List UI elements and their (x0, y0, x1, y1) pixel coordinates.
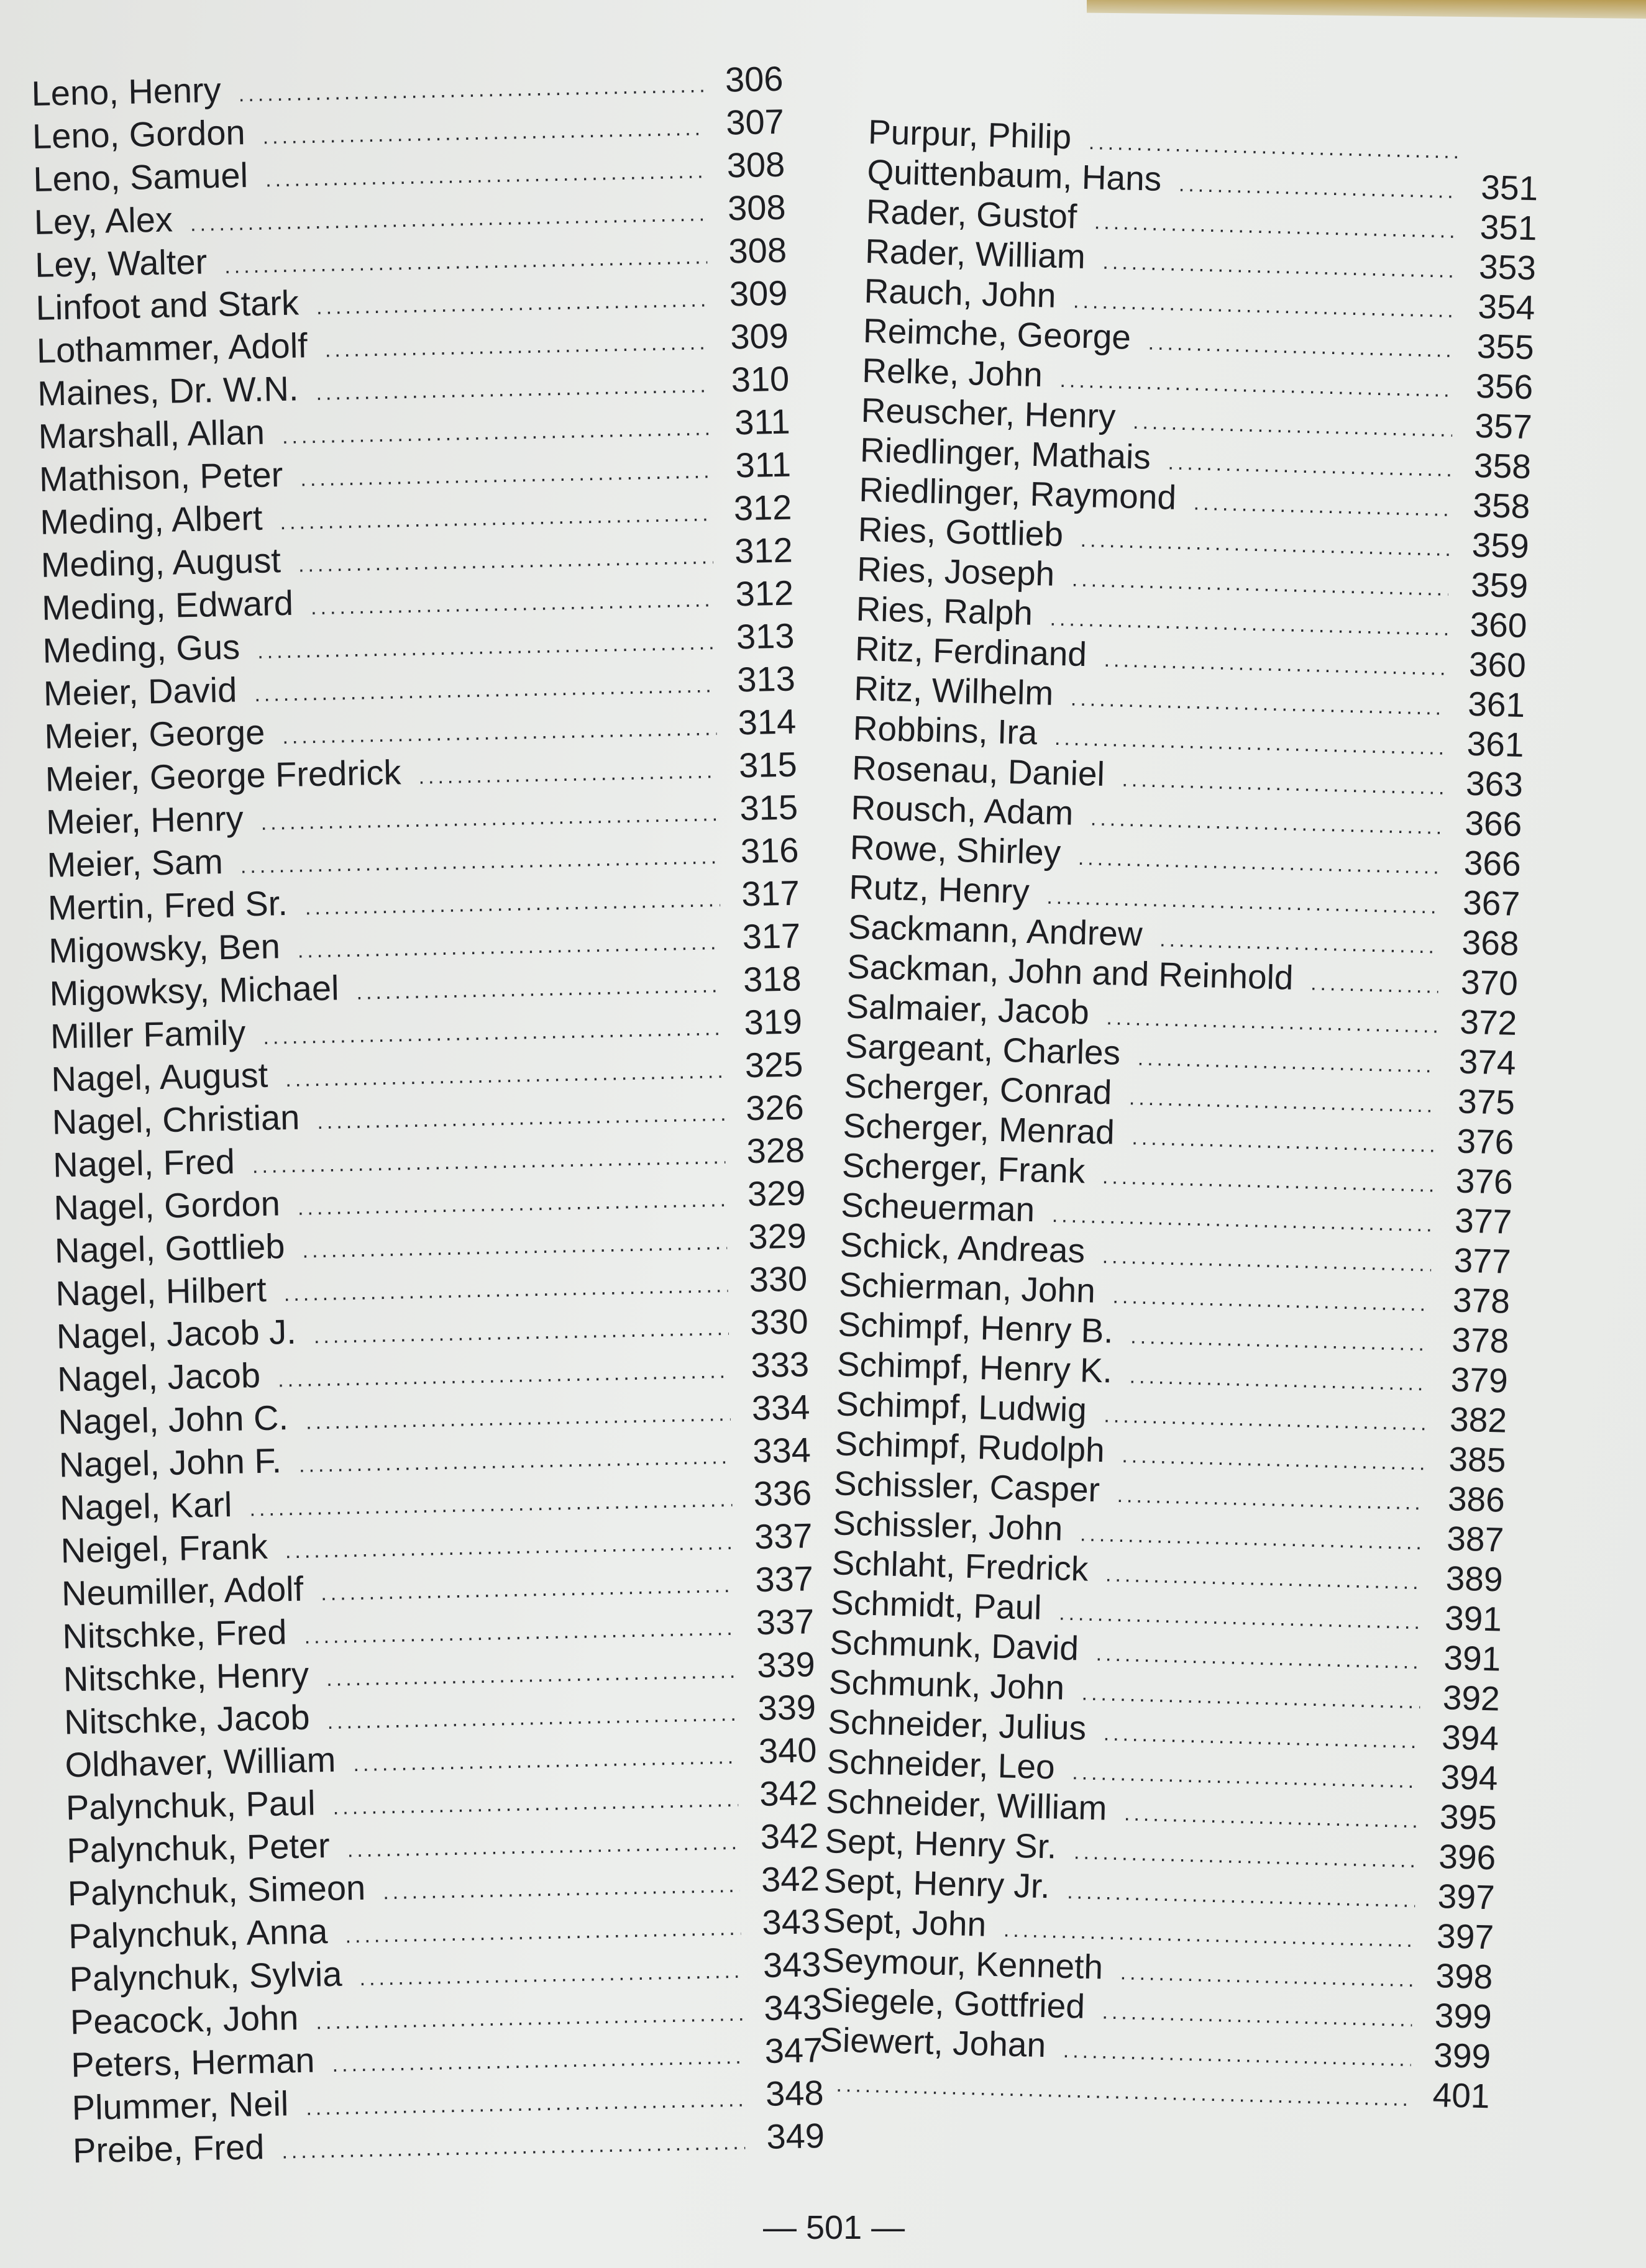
entry-page-number: 329 (747, 1173, 807, 1214)
entry-name: Migowsky, Ben (48, 926, 281, 970)
dot-leader (1137, 1046, 1437, 1078)
entry-name: Schimpf, Henry B. (837, 1305, 1114, 1350)
dot-leader (265, 159, 706, 192)
dot-leader (418, 759, 718, 790)
entry-page-number: 313 (736, 658, 796, 699)
entry-page-number: 337 (754, 1516, 813, 1557)
entry-name: Linfoot and Stark (35, 283, 299, 327)
entry-name: Siegele, Gottfried (820, 1980, 1086, 2026)
entry-page-number: 392 (1442, 1678, 1501, 1718)
entry-name: Meier, Henry (45, 798, 244, 842)
entry-name: Peacock, John (70, 1998, 299, 2042)
entry-name: Schierman, John (838, 1265, 1096, 1310)
entry-name: Ries, Joseph (856, 549, 1056, 593)
entry-page-number: 391 (1444, 1598, 1502, 1639)
entry-name: Oldhaver, William (65, 1739, 336, 1785)
entry-page-number: 343 (761, 1901, 821, 1942)
entry-name: Meding, Gus (42, 627, 240, 670)
dot-leader (353, 1745, 738, 1777)
dot-leader (298, 1188, 726, 1221)
entry-name: Schissler, Casper (833, 1464, 1100, 1510)
entry-name: Riedlinger, Mathais (859, 430, 1151, 476)
dot-leader (306, 2088, 744, 2121)
entry-name: Robbins, Ira (853, 708, 1038, 752)
entry-page-number: 366 (1463, 843, 1522, 883)
dot-leader (321, 1573, 734, 1606)
entry-page-number: 379 (1450, 1360, 1509, 1400)
dot-leader (356, 973, 722, 1005)
entry-name: Schlaht, Fredrick (831, 1543, 1089, 1588)
dot-leader (302, 1231, 727, 1264)
dot-leader (252, 1145, 726, 1178)
dot-leader (254, 673, 716, 707)
entry-name: Reuscher, Henry (861, 390, 1117, 436)
dot-leader (332, 1788, 738, 1820)
dot-leader (1179, 173, 1459, 204)
entry-name: Ritz, Ferdinand (854, 629, 1087, 674)
entry-page-number: 333 (750, 1344, 810, 1385)
entry-page-number: 353 (1478, 247, 1537, 288)
entry-name: Schmidt, Paul (830, 1583, 1043, 1627)
entry-name: Palynchuk, Peter (66, 1825, 331, 1870)
entry-page-number: 357 (1474, 406, 1533, 447)
entry-name: Meding, Albert (39, 498, 263, 542)
dot-leader (285, 1059, 724, 1092)
entry-name: Sept, John (822, 1901, 987, 1944)
entry-name: Seymour, Kenneth (821, 1941, 1104, 1987)
entry-page-number: 401 (1432, 2075, 1491, 2116)
entry-page-number: 394 (1440, 1757, 1499, 1798)
entry-name: Rousch, Adam (850, 788, 1074, 832)
entry-page-number: 318 (743, 959, 802, 1000)
entry-name: Nagel, Gordon (53, 1183, 281, 1227)
dot-leader (306, 1402, 731, 1435)
entry-name: Rauch, John (863, 271, 1057, 315)
dot-leader (1193, 491, 1450, 521)
entry-name: Miller Family (50, 1013, 246, 1056)
page-edge (1087, 0, 1646, 19)
entry-page-number: 374 (1458, 1042, 1517, 1082)
dot-leader (1102, 2000, 1412, 2032)
entry-name: Ley, Walter (34, 242, 208, 285)
entry-page-number: 347 (764, 2030, 823, 2070)
entry-name: Nagel, John F. (58, 1441, 282, 1485)
entry-name: Preibe, Fred (72, 2127, 265, 2170)
entry-page-number: 342 (761, 1859, 820, 1899)
entry-page-number: 372 (1459, 1002, 1517, 1042)
entry-name: Scherger, Conrad (843, 1066, 1113, 1112)
entry-page-number: 391 (1443, 1638, 1502, 1678)
entry-page-number: 342 (760, 1816, 819, 1857)
entry-page-number: 385 (1448, 1439, 1507, 1480)
dot-leader (1120, 1961, 1413, 1992)
dot-leader (1124, 1801, 1417, 1833)
entry-name: Migowksy, Michael (49, 968, 340, 1013)
entry-name: Purpur, Philip (867, 112, 1072, 157)
entry-page-number: 328 (746, 1130, 805, 1171)
entry-page-number: 326 (745, 1087, 805, 1128)
entry-page-number: 312 (733, 487, 792, 528)
entry-page-number: 308 (726, 144, 785, 185)
dot-leader (282, 416, 711, 449)
dot-leader (280, 502, 713, 535)
index-column-right (818, 112, 1565, 2116)
entry-page-number: 317 (742, 916, 801, 957)
entry-page-number: 351 (1479, 207, 1538, 248)
entry-page-number: 329 (748, 1216, 807, 1257)
dot-leader (316, 373, 710, 406)
entry-page-number: 343 (763, 1987, 823, 2028)
entry-name: Nagel, Fred (52, 1141, 235, 1185)
dot-leader (1310, 971, 1438, 998)
entry-name: Nagel, Hilbert (55, 1269, 267, 1313)
entry-name: Riedlinger, Raymond (858, 470, 1177, 517)
entry-page-number: 311 (734, 401, 791, 442)
entry-name: Palynchuk, Sylvia (68, 1954, 343, 1999)
entry-page-number: 308 (727, 187, 787, 228)
entry-name: Schimpf, Ludwig (835, 1384, 1087, 1429)
entry-name: Leno, Henry (31, 70, 222, 113)
dot-leader (305, 888, 721, 920)
entry-name: Sept, Henry Jr. (823, 1861, 1051, 1906)
entry-name: Rader, William (864, 231, 1086, 276)
entry-page-number: 317 (741, 873, 800, 914)
entry-page-number: 311 (734, 444, 792, 485)
dot-leader (332, 2045, 744, 2077)
entry-page-number: 397 (1436, 1916, 1494, 1957)
entry-name: Nagel, Jacob (57, 1355, 261, 1399)
entry-page-number: 310 (731, 358, 790, 399)
dot-leader (317, 1102, 725, 1134)
dot-leader (1132, 1126, 1435, 1157)
entry-name: Lothammer, Adolf (36, 326, 308, 370)
entry-page-number: 359 (1471, 525, 1530, 566)
index-column-left (31, 58, 825, 2173)
entry-name: Relke, John (861, 350, 1043, 394)
entry-name: Mathison, Peter (39, 455, 283, 499)
entry-name: Meier, George (43, 712, 265, 756)
entry-name: Schneider, William (825, 1782, 1108, 1828)
entry-page-number: 361 (1466, 724, 1525, 765)
dot-leader (1159, 927, 1440, 959)
entry-name: Reimche, George (862, 311, 1132, 357)
entry-page-number: 377 (1454, 1201, 1512, 1241)
entry-page-number: 360 (1469, 604, 1528, 645)
entry-name: Nagel, Karl (59, 1484, 232, 1528)
entry-page-number: 377 (1453, 1241, 1512, 1281)
dot-leader (316, 2002, 743, 2035)
entry-name: Meier, Sam (46, 842, 224, 885)
entry-page-number: 339 (756, 1644, 816, 1685)
entry-name: Quittenbaum, Hans (866, 152, 1163, 198)
entry-name: Nagel, Jacob J. (56, 1311, 297, 1356)
entry-page-number: 315 (738, 744, 798, 785)
entry-page-number: 348 (765, 2073, 825, 2113)
dot-leader (240, 845, 720, 878)
dot-leader (262, 116, 705, 149)
dot-leader (1168, 450, 1452, 482)
entry-page-number: 336 (753, 1473, 812, 1514)
entry-name: Ritz, Wilhelm (853, 668, 1054, 713)
dot-leader (299, 1445, 732, 1478)
dot-leader (281, 2131, 745, 2164)
entry-page-number: 334 (752, 1430, 812, 1471)
entry-name: Sackmann, Andrew (848, 907, 1143, 954)
entry-page-number: 395 (1439, 1797, 1497, 1838)
entry-page-number: 376 (1456, 1121, 1515, 1162)
entry-name: Mertin, Fred Sr. (47, 883, 288, 927)
dot-leader (327, 1702, 736, 1734)
entry-page-number: 337 (756, 1601, 815, 1642)
dot-leader (1129, 1086, 1436, 1118)
dot-leader (260, 802, 718, 836)
page-number: 501 (806, 2209, 862, 2246)
dot-leader (1117, 1483, 1425, 1516)
entry-page-number: 330 (749, 1259, 808, 1300)
entry-name: Nagel, Christian (52, 1097, 300, 1142)
entry-name: Ley, Alex (34, 199, 173, 242)
entry-name: Palynchuk, Simeon (67, 1867, 366, 1913)
entry-name: Sackman, John and Reinhold (846, 947, 1294, 997)
dot-leader (190, 202, 707, 237)
entry-page-number: 356 (1475, 366, 1534, 407)
dot-leader (263, 1016, 723, 1050)
entry-name: Ries, Gottlieb (857, 509, 1064, 554)
dot-leader (1129, 1364, 1429, 1396)
dot-leader (257, 631, 715, 664)
entry-page-number: 361 (1467, 684, 1525, 725)
entry-page-number: 307 (725, 101, 785, 142)
entry-page-number: 334 (751, 1387, 810, 1428)
entry-name: Plummer, Neil (71, 2084, 289, 2128)
dot-leader (311, 588, 715, 620)
entry-name: Nitschke, Fred (62, 1612, 288, 1656)
dot-leader (282, 716, 717, 749)
entry-page-number: 340 (758, 1730, 818, 1771)
entry-page-number: 313 (736, 616, 795, 657)
entry-name: Schmunk, David (829, 1623, 1079, 1668)
entry-page-number: 343 (762, 1944, 821, 1985)
entry-page-number: 309 (729, 273, 788, 314)
dot-leader (304, 1616, 735, 1649)
entry-name: Scherger, Frank (841, 1145, 1086, 1191)
entry-page-number: 378 (1451, 1320, 1510, 1360)
entry-name: Schimpf, Rudolph (834, 1424, 1105, 1470)
entry-name: Leno, Samuel (32, 155, 249, 199)
entry-name: Nitschke, Jacob (63, 1697, 311, 1742)
dot-leader (1130, 1324, 1430, 1356)
entry-page-number: 319 (743, 1001, 803, 1042)
entry-page-number: 394 (1441, 1718, 1499, 1758)
entry-page-number: 363 (1465, 763, 1524, 804)
entry-name: Sargeant, Charles (844, 1026, 1121, 1072)
entry-page-number: 378 (1452, 1280, 1511, 1321)
entry-name: Nagel, John C. (57, 1398, 289, 1442)
entry-name: Schissler, John (832, 1503, 1064, 1548)
dot-leader (326, 1659, 736, 1692)
entry-name: Nitschke, Henry (63, 1654, 309, 1699)
entry-page-number: 325 (744, 1044, 803, 1085)
entry-name: Sept, Henry Sr. (824, 1821, 1058, 1866)
dot-leader (298, 545, 714, 577)
entry-page-number: 360 (1468, 644, 1527, 685)
entry-page-number: 312 (734, 530, 793, 571)
entry-page-number: 342 (759, 1773, 818, 1814)
entry-page-number: 355 (1476, 326, 1535, 367)
entry-page-number: 339 (757, 1687, 816, 1728)
entry-page-number: 396 (1438, 1837, 1496, 1877)
entry-name: Meding, Edward (41, 583, 294, 627)
entry-name: Peters, Herman (70, 2040, 316, 2085)
entry-name: Schick, Andreas (839, 1225, 1086, 1270)
entry-name: Palynchuk, Anna (68, 1911, 328, 1956)
entry-name: Ries, Ralph (855, 589, 1033, 632)
entry-name: Neigel, Frank (60, 1526, 268, 1570)
dot-leader (278, 1359, 730, 1393)
dot-leader (314, 1316, 729, 1349)
page-number-footer: — 501 — (763, 2209, 905, 2246)
entry-page-number: 359 (1470, 565, 1529, 606)
entry-name: Scheuerman (840, 1185, 1036, 1229)
entry-name: Nagel, Gottlieb (54, 1226, 286, 1270)
dot-leader (285, 1531, 733, 1564)
entry-name: Leno, Gordon (32, 112, 246, 156)
entry-name (818, 2091, 836, 2092)
entry-name: Siewert, Johan (819, 2020, 1046, 2065)
entry-page-number: 316 (740, 830, 799, 871)
entry-page-number: 312 (734, 573, 794, 614)
entry-page-number: 308 (728, 230, 787, 271)
entry-page-number (1476, 159, 1539, 161)
entry-page-number: 368 (1461, 922, 1520, 963)
entry-name: Marshall, Allan (38, 412, 265, 456)
entry-name: Rowe, Shirley (849, 827, 1062, 872)
entry-page-number: 366 (1464, 803, 1523, 844)
entry-page-number: 306 (725, 58, 784, 99)
entry-name: Palynchuk, Paul (65, 1783, 316, 1828)
entry-page-number: 399 (1433, 2036, 1491, 2076)
entry-name: Maines, Dr. W.N. (37, 368, 299, 413)
dot-leader (347, 1831, 739, 1863)
entry-name: Schneider, Julius (827, 1702, 1087, 1747)
entry-page-number: 330 (749, 1301, 809, 1342)
dot-leader (324, 330, 709, 362)
entry-page-number: 354 (1477, 286, 1536, 327)
dot-leader (297, 931, 721, 963)
entry-name: Schmunk, John (828, 1662, 1065, 1707)
entry-name: Rader, Gustof (866, 191, 1077, 236)
entry-page-number: 367 (1462, 883, 1520, 923)
entry-page-number: 398 (1435, 1956, 1494, 1997)
entry-page-number: 309 (729, 316, 789, 357)
dot-leader (316, 288, 708, 320)
dot-leader (249, 1488, 733, 1522)
entry-name: Meding, August (40, 540, 281, 585)
dot-leader (224, 245, 708, 279)
dot-leader (836, 2073, 1411, 2111)
entry-page-number: 382 (1449, 1400, 1507, 1440)
entry-page-number: 389 (1445, 1559, 1504, 1599)
entry-name: Scherger, Menrad (842, 1106, 1115, 1152)
entry-name: Neumiller, Adolf (61, 1569, 304, 1613)
entry-page-number: 397 (1437, 1877, 1496, 1917)
entry-name: Salmaier, Jacob (845, 986, 1090, 1032)
dot-leader (1148, 331, 1455, 363)
entry-page-number: 358 (1473, 445, 1532, 486)
entry-page-number: 370 (1460, 962, 1519, 1003)
entry-page-number: 375 (1457, 1082, 1516, 1122)
entry-page-number: 376 (1455, 1161, 1514, 1201)
entry-page-number: 349 (766, 2116, 825, 2156)
entry-name: Rutz, Henry (848, 867, 1030, 911)
dot-leader (345, 1916, 741, 1949)
entry-page-number: 387 (1446, 1519, 1504, 1559)
entry-page-number: 399 (1434, 1996, 1493, 2036)
entry-name: Nagel, August (50, 1055, 268, 1099)
entry-page-number: 314 (738, 701, 797, 742)
entry-page-number: 358 (1472, 485, 1531, 526)
entry-name: Rosenau, Daniel (851, 748, 1105, 793)
entry-name: Schneider, Leo (826, 1742, 1056, 1787)
entry-page-number: 337 (754, 1559, 814, 1600)
dot-leader (1122, 1444, 1427, 1475)
entry-page-number: 351 (1480, 167, 1539, 208)
dot-leader (300, 459, 711, 491)
entry-page-number: 315 (739, 787, 798, 828)
dot-leader (238, 73, 704, 107)
entry-name: Schimpf, Henry K. (836, 1344, 1113, 1390)
entry-name: Meier, David (43, 670, 237, 713)
dot-leader (383, 1874, 740, 1905)
entry-page-number: 386 (1447, 1479, 1506, 1519)
entry-name: Meier, George Fredrick (45, 752, 401, 799)
dot-leader (359, 1959, 742, 1991)
dot-leader (283, 1273, 728, 1306)
